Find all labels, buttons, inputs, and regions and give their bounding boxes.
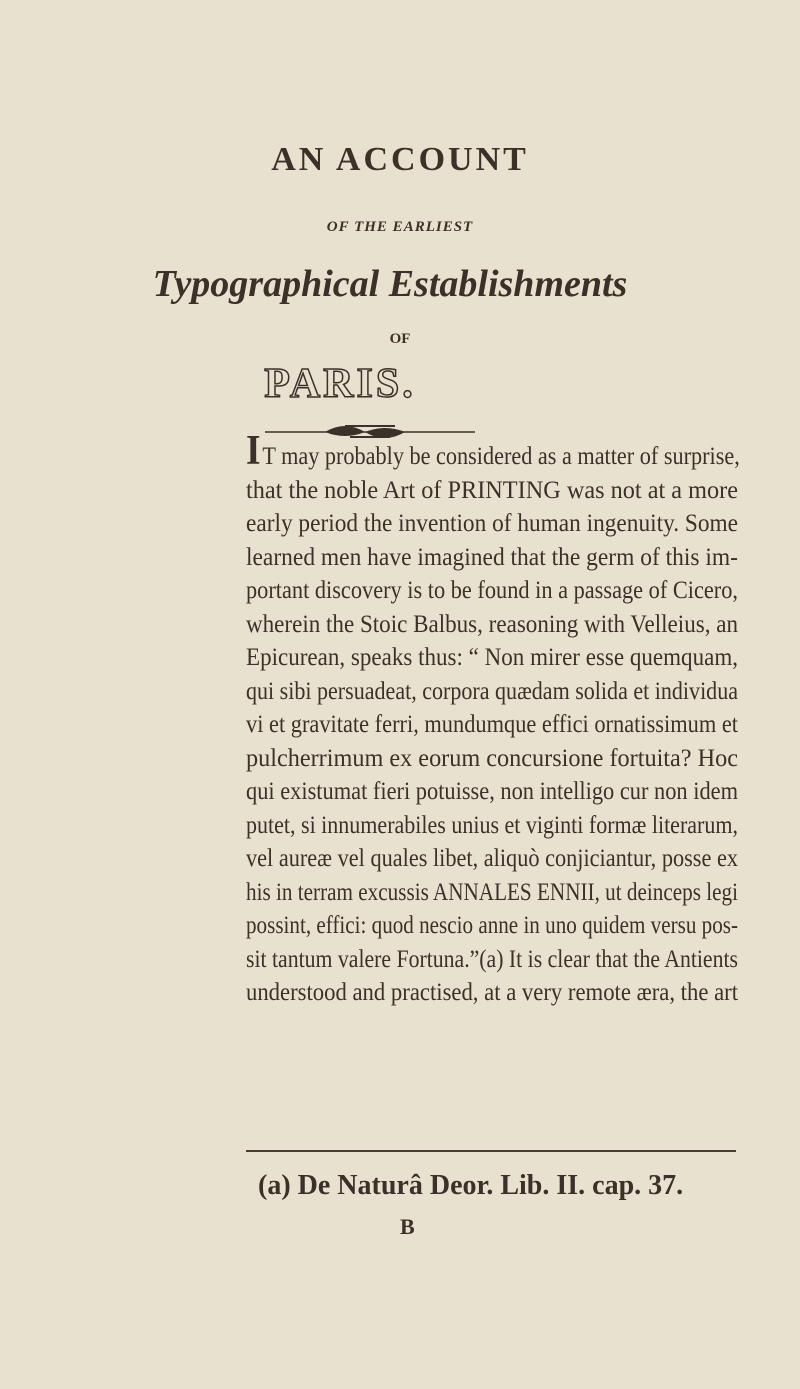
text-line	[246, 809, 738, 843]
text-line	[246, 775, 738, 809]
text-line-content: wherein the Stoic Balbus, reasoning with Velleius, an	[246, 610, 738, 638]
text-line	[246, 876, 738, 910]
text-line-content: pulcherrimum ex eorum concursione fortuita? Hoc	[246, 744, 738, 772]
body-text	[246, 428, 740, 1010]
text-line-content: possint, effici: quod nescio anne in uno quidem versu pos-	[246, 912, 738, 939]
text-line	[246, 976, 738, 1010]
text-line	[246, 541, 738, 575]
text-line	[246, 428, 740, 474]
heading-typographical-establishments: Typographical Establishments	[152, 263, 628, 305]
text-line-content: learned men have imagined that the germ of this im-	[246, 543, 738, 571]
text-line-content: Epicurean, speaks thus: “ Non mirer esse quemquam,	[246, 644, 738, 671]
subheading-of: OF	[389, 331, 411, 347]
heading-an-account: AN ACCOUNT	[271, 141, 529, 178]
text-line-content: putet, si innumerabiles unius et viginti formæ literarum,	[246, 811, 738, 839]
text-line	[246, 507, 738, 541]
text-line	[246, 675, 738, 709]
footnote: (a) De Naturâ Deor. Lib. II. cap. 37.	[258, 1170, 684, 1201]
text-line-content: early period the invention of human ingenuity. Some	[246, 510, 738, 537]
ornament-divider	[265, 420, 475, 440]
text-line-content: his in terram excussis ANNALES ENNII, ut deinceps legi	[246, 878, 738, 906]
text-line-content: T may probably be considered as a matter of surprise,	[262, 443, 740, 470]
heading-paris: PARIS.	[264, 361, 416, 407]
text-line	[246, 574, 738, 608]
text-line-content: portant discovery is to be found in a passage of Cicero,	[246, 577, 738, 604]
text-line	[246, 708, 738, 742]
text-line-content: understood and practised, at a very remote æra, the art	[246, 979, 738, 1006]
text-line	[246, 742, 738, 776]
text-line-content: qui sibi persuadeat, corpora quædam solida et individua	[246, 677, 738, 705]
subheading-of-the-earliest: OF THE EARLIEST	[326, 219, 474, 235]
drop-cap: I	[246, 428, 261, 474]
text-line	[246, 943, 738, 977]
text-line	[246, 909, 738, 943]
text-line	[246, 608, 738, 642]
signature-mark: B	[400, 1214, 415, 1239]
text-line	[246, 474, 738, 508]
text-line-content: qui existumat fieri potuisse, non intelligo cur non idem	[246, 778, 738, 805]
text-line	[246, 842, 738, 876]
text-line-content: sit tantum valere Fortuna.”(a) It is clear that the Antients	[246, 945, 738, 973]
footnote-rule	[246, 1150, 736, 1152]
text-line-content: vel aureæ vel quales libet, aliquò conjiciantur, posse ex	[246, 845, 738, 872]
text-line	[246, 641, 738, 675]
text-line-content: that the noble Art of PRINTING was not at a more	[246, 476, 738, 504]
text-line-content: vi et gravitate ferri, mundumque effici ornatissimum et	[246, 711, 738, 738]
